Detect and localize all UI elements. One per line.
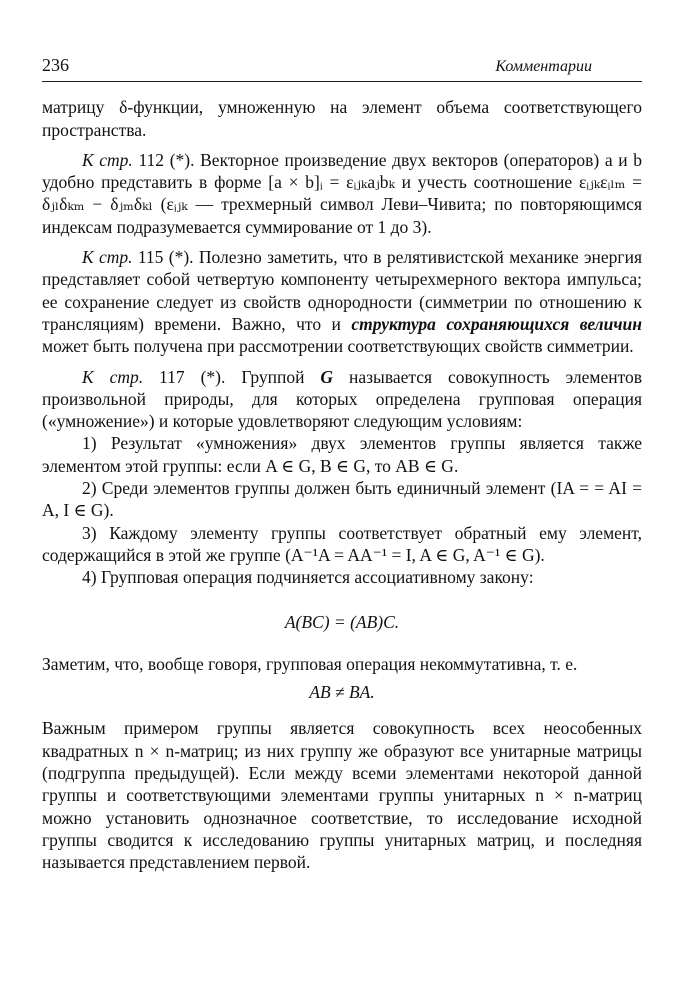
page-number: 236 — [42, 55, 69, 75]
paragraph-noncommutative: Заметим, что, вообще говоря, групповая операция некоммутативна, т. е. — [42, 653, 578, 674]
comment-page-117 — [42, 366, 642, 433]
running-title: Комментарии — [495, 58, 592, 75]
page-ref: К стр. — [82, 366, 144, 387]
group-condition-3: 3) Каждому элементу группы соответствует обратный ему элемент, содержащийся в этой же группе (A⁻¹A = AA⁻¹ = I, A ∈ G, A⁻¹ ∈ G). — [42, 522, 642, 565]
comment-text: 115 (*). Полезно заметить, что в релятивистской механике энергия представляет собой четвертую компоненту четырехмерного вектора импульса; ее сохранение следует из свойств однородности (симметрии по отношению к трансляциям) времени. Важно, что и — [42, 247, 642, 334]
comment-page-112 — [42, 149, 642, 238]
group-condition-2: 2) Среди элементов группы должен быть единичный элемент (IA = = AI = A, I ∈ G). — [42, 478, 642, 521]
comment-text: 112 (*). Векторное произведение двух векторов (операторов) a и b удобно представить в форме [a × b]ᵢ = εᵢⱼₖaⱼbₖ и учесть соотношение εᵢⱼₖεᵢₗₘ = δⱼₗδₖₘ − δⱼₘδₖₗ (εᵢⱼₖ — трехмерный символ Леви–Чивита; по повторяющимся индексам подразумевается суммирование от 1 до 3). — [42, 149, 643, 237]
comment-page-115 — [42, 246, 642, 357]
emphasis-text: структура сохраняющихся величин — [351, 313, 642, 334]
comment-text: может быть получена при рассмотрении соответствующих свойств симметрии. — [42, 336, 634, 357]
group-condition-4: 4) Групповая операция подчиняется ассоциативному закону: — [82, 567, 534, 588]
group-symbol: G — [320, 366, 334, 387]
document-page — [42, 54, 642, 874]
group-condition-1: 1) Результат «умножения» двух элементов группы является также элементом этой группы: если A ∈ G, B ∈ G, то AB ∈ G. — [42, 433, 642, 476]
page-ref: К стр. — [82, 149, 133, 170]
comment-text: 117 (*). Группой — [143, 366, 321, 387]
page-header — [42, 54, 642, 82]
associativity-equation: A(BC) = (AB)C. — [284, 611, 400, 632]
page-ref: К стр. — [82, 247, 133, 268]
paragraph-matrices: Важным примером группы является совокупность всех неособенных квадратных n × n-матриц; из них группу же образуют все унитарные матрицы (подгруппа предыдущей). Если между всеми элементами некоторой данной группы и соответствующими элементами группы унитарных n × n-матриц можно установить однозначное соответствие, то исследование исходной группы сводится к исследованию группы унитарных матриц, и последняя называется представлением первой. — [42, 718, 642, 873]
comment-text: называется совокупность элементов произвольной природы, для которых определена групповая операция («умножение») и которые удовлетворяют следующим условиям: — [42, 366, 643, 432]
paragraph-continuation: матрицу δ-функции, умноженную на элемент объема соответствующего пространства. — [42, 97, 642, 140]
noncommutative-equation: AB ≠ BA. — [309, 682, 375, 703]
